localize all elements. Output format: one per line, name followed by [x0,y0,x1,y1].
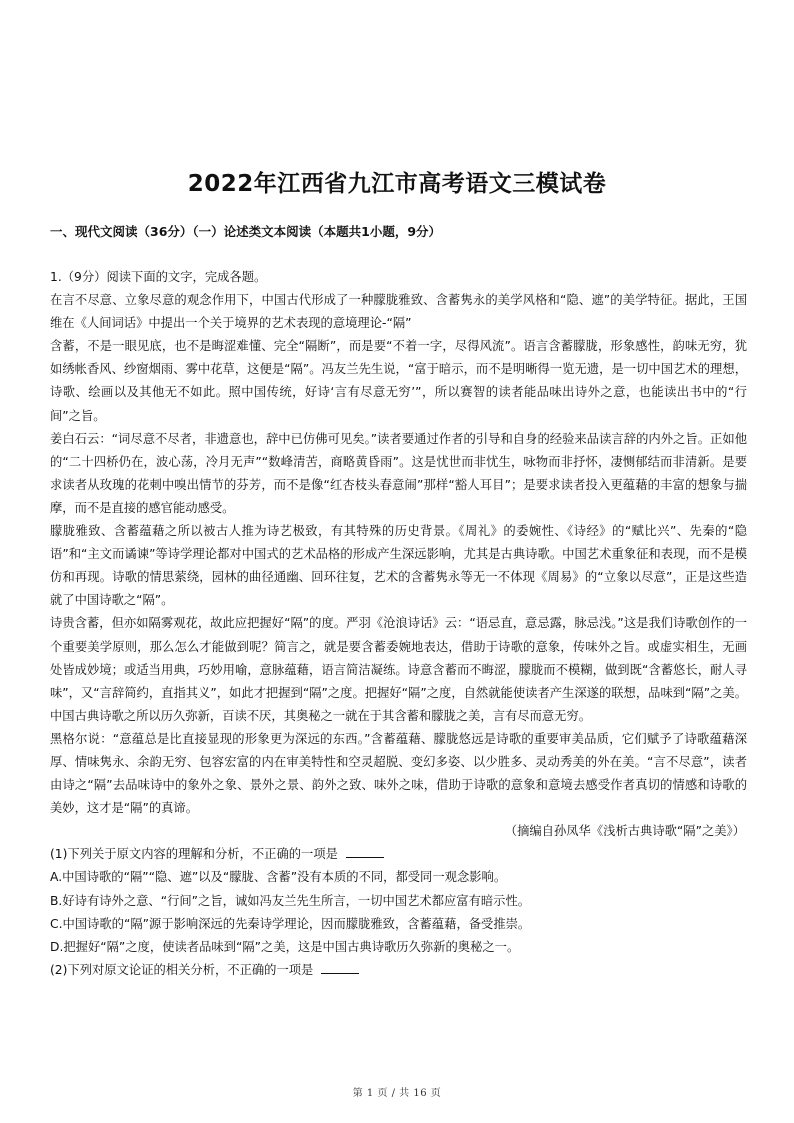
page-title: 2022年江西省九江市高考语文三模试卷 [187,171,607,197]
paragraph: 朦胧雅致、含蓄蕴藉之所以被古人推为诗艺极致，有其特殊的历史背景。《周礼》的委婉性、《诗经》的“赋比兴”、先秦的“隐语”和“主文而谲谏”等诗学理论都对中国式的艺术品格的形成产生深远影响，尤其是古典诗歌。中国艺术重象征和表现，而不是模仿和再现。诗歌的情思萦绕，园林的曲径通幽、回环往复，艺术的含蓄隽永等无一不体现《周易》的“立象以尽意”，正是这些造就了中国诗歌之“隔”。 [50,524,747,608]
answer-blank[interactable] [321,961,359,974]
paragraph: 在言不尽意、立象尽意的观念作用下，中国古代形成了一种朦胧雅致、含蓄隽永的美学风格和“隐、遮”的美学特征。据此，王国维在《人间词话》中提出一个关于境界的艺术表现的意境理论-“隔” [50,293,747,331]
paragraph: 含蓄，不是一眼见底，也不是晦涩难懂、完全“隔断”，而是要“不着一字，尽得风流”。语言含蓄朦胧，形象感性，韵味无穷，犹如绣帐香风、纱窗烟雨、雾中花草，这便是“隔”。冯友兰先生说，“富于暗示，而不是明晰得一览无遗，是一切中国艺术的理想，诗歌、绘画以及其他无不如此。照中国传统，好诗‘言有尽意无穷’”，所以赛智的读者能品味出诗外之意，也能读出书中的“行间”之旨。 [50,339,747,423]
paragraph: 黑格尔说：“意蕴总是比直接显现的形象更为深远的东西。”含蓄蕴藉、朦胧悠远是诗歌的重要审美品质，它们赋予了诗歌蕴藉深厚、情味隽永、余韵无穷、包容宏富的内在审美特性和空灵超脱、变幻多姿、以少胜多、灵动秀美的外在美。“言不尽意”，读者由诗之“隔”去品味诗中的象外之象、景外之景、韵外之致、味外之味，借助于诗歌的意象和意境去感受作者真切的情感和诗歌的美妙，这才是“隔”的真谛。 [50,731,747,816]
question-1-option-a: A.中国诗歌的“隔”“隐、遮”以及“朦胧、含蓄”没有本质的不同，都受同一观念影响。 [50,870,507,885]
section-heading: 一、现代文阅读（36分）（一）论述类文本阅读（本题共1小题，9分） [50,224,442,239]
page-footer: 第 1 页 / 共 16 页 [352,1088,442,1099]
source-citation: （摘编自孙凤华《浅析古典诗歌“隔”之美》） [504,824,745,839]
question-intro: 1.（9分）阅读下面的文字，完成各题。 [50,270,267,284]
question-2-stem [50,959,747,982]
paragraph: 诗贵含蓄，但亦如隔雾观花，故此应把握好“隔”的度。严羽《沧浪诗话》云：“语忌直，意忌露，脉忌浅。”这是我们诗歌创作的一个重要美学原则，那么怎么才能做到呢？简言之，就是要含蓄委婉地表达，借助于诗歌的意象，传味外之旨。或虚实相生，无画处皆成妙境；或适当用典，巧妙用喻，意脉蕴藉，语言简洁凝练。诗意含蓄而不晦涩，朦胧而不模糊，做到既“含蓄悠长，耐人寻味”，又“言辞简约，直指其义”，如此才把握到“隔”之度。把握好“隔”之度，自然就能使读者产生深遂的联想，品味到“隔”之美。中国古典诗歌之所以历久弥新，百读不厌，其奥秘之一就在于其含蓄和朦胧之美，言有尽而意无穷。 [50,616,747,723]
question-1-stem-text: (1)下列关于原文内容的理解和分析，不正确的一项是 [50,847,338,862]
question-1-option-b: B.好诗有诗外之意、“行间”之旨，诚如冯友兰先生所言，一切中国艺术都应富有暗示性。 [50,893,531,908]
paragraph: 姜白石云：“词尽意不尽者，非遗意也，辞中已仿佛可见矣。”读者要通过作者的引导和自身的经验来品读言辞的内外之旨。正如他的“二十四桥仍在，波心荡，冷月无声”“数峰清苦，商略黄昏雨”。这是忧世而非忧生，咏物而非抒怀，凄恻郁结而非清新。是要求读者从玫瑰的花刺中嗅出情节的芬芳，而不是像“红杏枝头春意闹”那样“豁人耳目”；是要求读者投入更蕴藉的丰富的想象与揣摩，而不是直接的感官能动感受。 [50,431,747,515]
question-1-option-d: D.把握好“隔”之度，使读者品味到“隔”之美，这是中国古典诗歌历久弥新的奥秘之一。 [50,939,520,954]
reading-passage [50,266,747,982]
question-1-stem [50,843,747,866]
question-2-stem-text: (2)下列对原文论证的相关分析，不正确的一项是 [50,962,314,977]
answer-blank[interactable] [346,845,384,858]
question-1-option-c: C.中国诗歌的“隔”源于影响深远的先秦诗学理论，因而朦胧雅致，含蓄蕴藉，备受推崇。 [50,916,531,931]
